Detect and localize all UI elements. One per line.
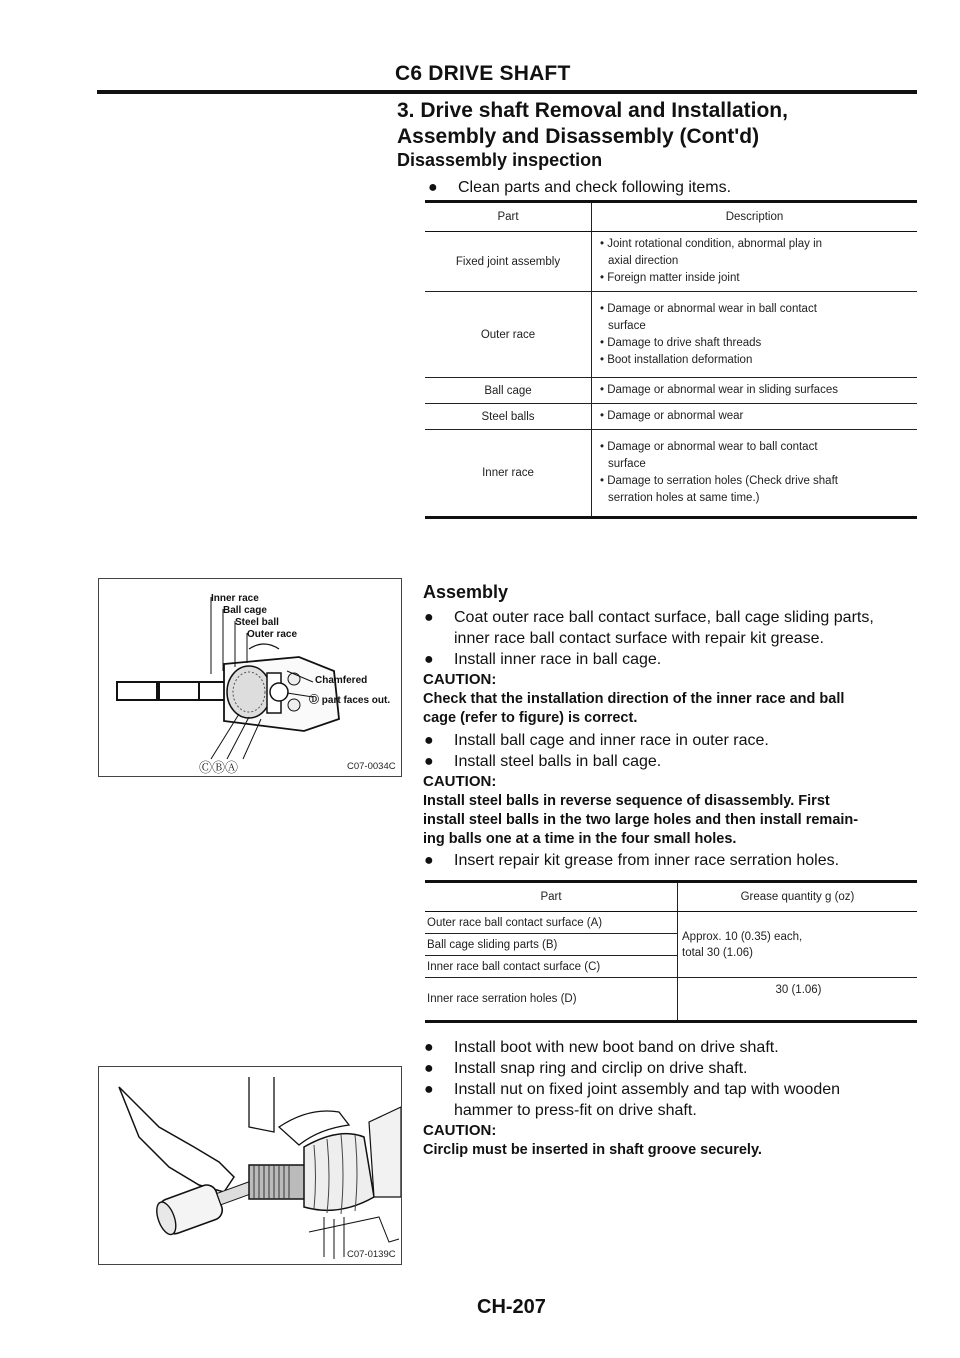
bullet-dot: ● bbox=[424, 1081, 434, 1098]
section-title: C6 DRIVE SHAFT bbox=[395, 62, 571, 85]
grease-quantity-line: total 30 (1.06) bbox=[682, 946, 753, 959]
boot-installation-illustration bbox=[99, 1067, 401, 1264]
caution-heading: CAUTION: bbox=[423, 1122, 497, 1139]
boot-installation-figure bbox=[98, 1066, 402, 1265]
label-chamfered: Chamfered bbox=[315, 675, 368, 686]
caution-body bbox=[423, 690, 844, 728]
bullet-dot: ● bbox=[424, 852, 434, 869]
label-steel-ball: Steel ball bbox=[235, 617, 279, 628]
page-heading bbox=[397, 98, 917, 150]
caution-line: Install steel balls in reverse sequence of disassembly. First bbox=[423, 793, 830, 809]
description-cell bbox=[592, 232, 918, 292]
description-cell bbox=[592, 430, 918, 518]
bullet-dot: ● bbox=[424, 651, 434, 668]
inspection-title: Disassembly inspection bbox=[397, 150, 603, 170]
bullet-dot: ● bbox=[424, 1039, 434, 1056]
description-line: • Damage or abnormal wear to ball contact bbox=[600, 441, 818, 453]
description-line: • Joint rotational condition, abnormal play in bbox=[600, 238, 823, 250]
part-cell: Inner race bbox=[425, 430, 592, 518]
caution-heading: CAUTION: bbox=[423, 671, 497, 688]
part-cell: Fixed joint assembly bbox=[425, 232, 592, 292]
part-cell: Outer race bbox=[425, 292, 592, 378]
table-row bbox=[425, 430, 917, 518]
table-row bbox=[425, 378, 917, 404]
description-cell bbox=[592, 292, 918, 378]
bullet-dot: ● bbox=[424, 609, 434, 626]
grease-quantity-line: Approx. 10 (0.35) each, bbox=[682, 930, 803, 943]
description-line: • Damage to serration holes (Check drive shaft bbox=[600, 475, 838, 487]
description-line: serration holes at same time.) bbox=[608, 492, 760, 504]
table-row bbox=[425, 232, 917, 292]
grease-table bbox=[425, 880, 917, 1023]
caution-line: cage (refer to figure) is correct. bbox=[423, 710, 638, 726]
grease-part-cell: Outer race ball contact surface (A) bbox=[425, 912, 678, 934]
assembly-bullet-line: hammer to press-fit on drive shaft. bbox=[454, 1102, 697, 1119]
description-line: • Damage to drive shaft threads bbox=[600, 336, 762, 349]
table-row bbox=[425, 912, 917, 934]
figure1-labels bbox=[211, 593, 297, 641]
assembly-bullet-line: Install nut on fixed joint assembly and tap with wooden bbox=[454, 1081, 841, 1098]
description-line: axial direction bbox=[608, 255, 679, 267]
label-ball-cage: Ball cage bbox=[223, 605, 267, 616]
inspection-header-description: Description bbox=[592, 202, 918, 232]
bullet-dot: ● bbox=[424, 1060, 434, 1077]
page-number: CH-207 bbox=[477, 1296, 546, 1318]
inspection-header-part: Part bbox=[425, 202, 592, 232]
caution-heading: CAUTION: bbox=[423, 773, 497, 790]
label-outer-race: Outer race bbox=[247, 629, 298, 640]
assembly-bullet-line: Install inner race in ball cage. bbox=[454, 651, 662, 668]
caution-body bbox=[423, 792, 858, 849]
assembly-bullet-line: Insert repair kit grease from inner race serration holes. bbox=[454, 852, 840, 869]
grease-header-quantity: Grease quantity g (oz) bbox=[678, 882, 918, 912]
part-cell: Ball cage bbox=[425, 378, 592, 404]
label-d-part: Ⓓ part faces out. bbox=[309, 695, 391, 706]
inspection-table bbox=[425, 200, 917, 519]
part-cell: Steel balls bbox=[425, 404, 592, 430]
grease-header-part: Part bbox=[425, 882, 678, 912]
assembly-bullet-line: Install ball cage and inner race in outer race. bbox=[454, 732, 769, 749]
assembly-bullet-line: Install boot with new boot band on drive shaft. bbox=[454, 1039, 779, 1056]
caution-line: install steel balls in the two large holes and then install remain- bbox=[423, 812, 859, 828]
table-row bbox=[425, 978, 917, 1022]
grease-part-cell: Inner race serration holes (D) bbox=[425, 978, 678, 1022]
label-inner-race: Inner race bbox=[211, 593, 259, 604]
assembly-bullet-line: Install steel balls in ball cage. bbox=[454, 753, 662, 770]
grease-quantity-cell: 30 (1.06) bbox=[678, 978, 918, 1022]
assembly-bullet-line: Coat outer race ball contact surface, ball cage sliding parts, bbox=[454, 609, 874, 626]
caution-line: Check that the installation direction of the inner race and ball bbox=[423, 691, 845, 707]
joint-diagram-figure bbox=[98, 578, 402, 777]
grease-quantity-cell bbox=[678, 912, 918, 978]
label-cba-markers: ⒸⒷⒶ bbox=[199, 760, 239, 775]
description-line: • Damage or abnormal wear bbox=[600, 410, 744, 422]
description-line: • Foreign matter inside joint bbox=[600, 272, 740, 284]
caution-line: ing balls one at a time in the four small holes. bbox=[423, 831, 737, 847]
header-rule bbox=[97, 90, 917, 94]
bullet-dot: ● bbox=[424, 732, 434, 749]
figure1-code: C07-0034C bbox=[347, 761, 396, 772]
assembly-bullet-line: inner race ball contact surface with repair kit grease. bbox=[454, 630, 824, 647]
description-cell bbox=[592, 404, 918, 430]
grease-part-cell: Inner race ball contact surface (C) bbox=[425, 956, 678, 978]
description-line: • Damage or abnormal wear in ball contact bbox=[600, 302, 817, 315]
bullet-dot: ● bbox=[428, 179, 438, 196]
page-heading-line1: 3. Drive shaft Removal and Installation, bbox=[397, 99, 788, 122]
description-line: surface bbox=[608, 458, 646, 470]
description-cell bbox=[592, 378, 918, 404]
description-line: surface bbox=[608, 319, 646, 332]
figure2-code: C07-0139C bbox=[347, 1249, 396, 1260]
page-heading-line2: Assembly and Disassembly (Cont'd) bbox=[397, 125, 760, 148]
description-line: • Boot installation deformation bbox=[600, 353, 753, 366]
caution-body: Circlip must be inserted in shaft groove securely. bbox=[423, 1142, 762, 1158]
grease-part-cell: Ball cage sliding parts (B) bbox=[425, 934, 678, 956]
description-line: • Damage or abnormal wear in sliding surfaces bbox=[600, 384, 838, 396]
assembly-title: Assembly bbox=[423, 582, 509, 602]
inspection-bullet-text: Clean parts and check following items. bbox=[458, 179, 732, 196]
assembly-bullet-line: Install snap ring and circlip on drive shaft. bbox=[454, 1060, 748, 1077]
bullet-dot: ● bbox=[424, 753, 434, 770]
table-row bbox=[425, 292, 917, 378]
table-row bbox=[425, 404, 917, 430]
